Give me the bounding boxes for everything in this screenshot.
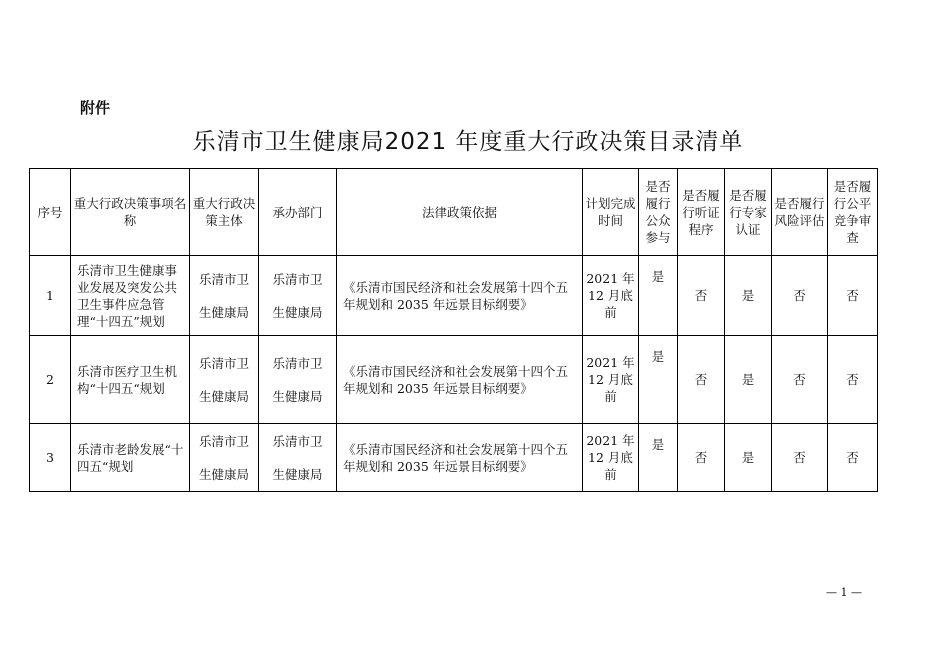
row-dept-line2: 生健康局 [272, 466, 323, 482]
table-row [30, 256, 878, 336]
row-expert: 是 [725, 424, 772, 492]
row-index: 3 [30, 424, 71, 492]
row-body-line2: 生健康局 [198, 304, 249, 320]
table-row [30, 424, 878, 492]
row-plan: 2021 年 12 月底前 [583, 336, 639, 424]
row-plan: 2021 年 12 月底前 [583, 424, 639, 492]
row-public: 是 [639, 336, 678, 424]
row-hearing: 否 [678, 336, 725, 424]
row-index: 1 [30, 256, 71, 336]
row-hearing: 否 [678, 256, 725, 336]
row-body [190, 256, 259, 336]
row-dept-line1: 乐清市卫 [272, 355, 323, 371]
table-row [30, 336, 878, 424]
attachment-label: 附件 [80, 99, 111, 117]
row-hearing: 否 [678, 424, 725, 492]
header-plan: 计划完成时间 [583, 169, 639, 256]
header-hearing: 是否履行听证程序 [678, 169, 725, 256]
row-body-line1: 乐清市卫 [198, 271, 249, 287]
row-fair: 否 [828, 336, 878, 424]
row-basis: 《乐清市国民经济和社会发展第十四个五年规划和 2035 年远景目标纲要》 [337, 256, 583, 336]
header-public: 是否履行公众参与 [639, 169, 678, 256]
row-name: 乐清市老龄发展“十四五“规划 [71, 424, 190, 492]
row-public: 是 [639, 424, 678, 492]
document-title: 乐清市卫生健康局2021 年度重大行政决策目录清单 [192, 129, 744, 155]
row-risk: 否 [772, 336, 828, 424]
header-expert: 是否履行专家认证 [725, 169, 772, 256]
table-header-row [30, 169, 878, 256]
row-dept [259, 256, 337, 336]
header-name: 重大行政决策事项名称 [71, 169, 190, 256]
row-fair: 否 [828, 256, 878, 336]
header-risk: 是否履行风险评估 [772, 169, 828, 256]
row-dept-line2: 生健康局 [272, 388, 323, 404]
row-risk: 否 [772, 256, 828, 336]
page-number: — 1 — [826, 586, 862, 599]
row-plan: 2021 年 12 月底前 [583, 256, 639, 336]
row-body [190, 424, 259, 492]
row-dept-line2: 生健康局 [272, 304, 323, 320]
row-body-line2: 生健康局 [198, 466, 249, 482]
row-body [190, 336, 259, 424]
row-dept-line1: 乐清市卫 [272, 271, 323, 287]
row-dept [259, 336, 337, 424]
row-fair: 否 [828, 424, 878, 492]
row-body-line1: 乐清市卫 [198, 433, 249, 449]
row-public: 是 [639, 256, 678, 336]
row-dept [259, 424, 337, 492]
decision-table [29, 168, 878, 492]
row-body-line1: 乐清市卫 [198, 355, 249, 371]
row-index: 2 [30, 336, 71, 424]
header-body: 重大行政决策主体 [190, 169, 259, 256]
row-basis: 《乐清市国民经济和社会发展第十四个五年规划和 2035 年远景目标纲要》 [337, 336, 583, 424]
row-body-line2: 生健康局 [198, 388, 249, 404]
row-expert: 是 [725, 256, 772, 336]
row-expert: 是 [725, 336, 772, 424]
header-basis: 法律政策依据 [337, 169, 583, 256]
header-fair: 是否履行公平竞争审查 [828, 169, 878, 256]
header-index: 序号 [30, 169, 71, 256]
row-risk: 否 [772, 424, 828, 492]
header-dept: 承办部门 [259, 169, 337, 256]
row-name: 乐清市医疗卫生机构“十四五“规划 [71, 336, 190, 424]
row-basis: 《乐清市国民经济和社会发展第十四个五年规划和 2035 年远景目标纲要》 [337, 424, 583, 492]
row-name: 乐清市卫生健康事业发展及突发公共卫生事件应急管理“十四五”规划 [71, 256, 190, 336]
row-dept-line1: 乐清市卫 [272, 433, 323, 449]
